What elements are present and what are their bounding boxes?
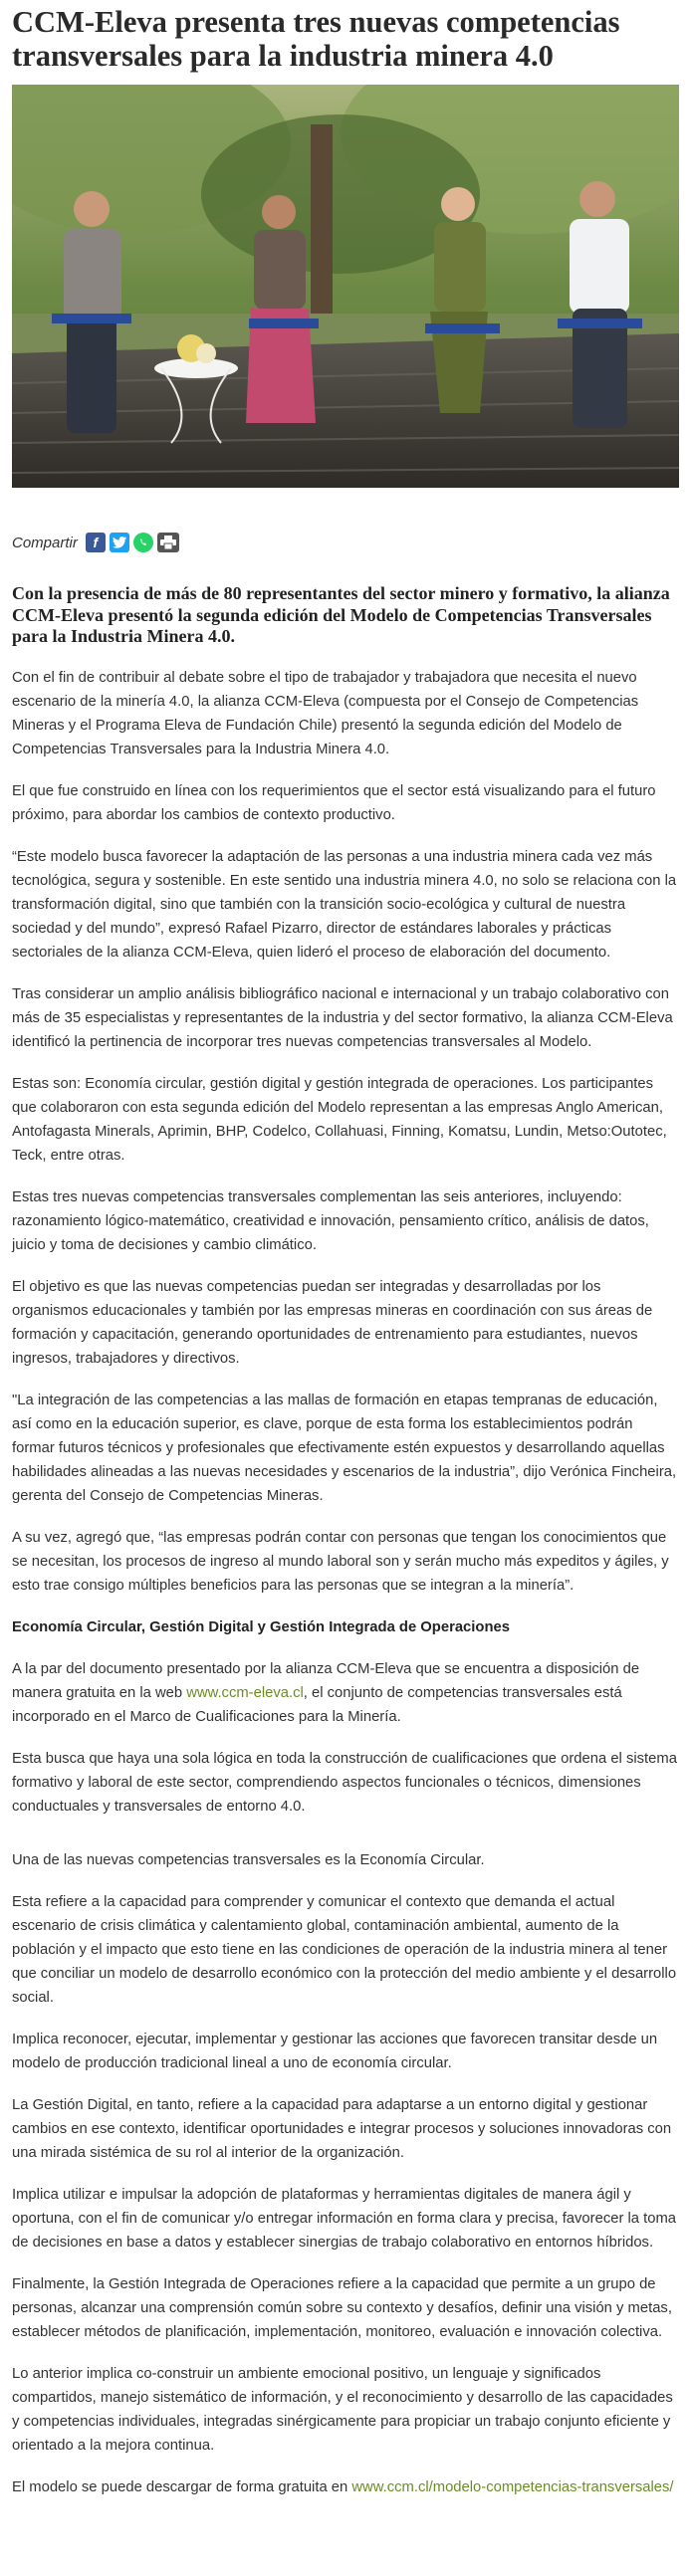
- paragraph: El objetivo es que las nuevas competencias puedan ser integradas y desarrolladas por los organismos educacionales y también por las empresas mineras en coordinación con sus áreas de formación y capacitación, generando oportunidades de entrenamiento para estudiantes, nuevos ingresos, trabajadores y directivos.: [12, 1278, 653, 1367]
- whatsapp-icon[interactable]: [133, 533, 153, 552]
- article-photo: [12, 85, 679, 488]
- article-title: CCM-Eleva presenta tres nuevas competencias transversales para la industria minera 4.0: [12, 5, 620, 73]
- model-download-link[interactable]: www.ccm.cl/modelo-competencias-transversales/: [351, 2478, 674, 2495]
- paragraph: "La integración de las competencias a las mallas de formación en etapas tempranas de educación, así como en la educación superior, es clave, porque de esta forma los establecimientos podrán formar futuros técnicos y profesionales que efectivamente estén expuestos y desarrollando aquellas habilidades alineadas a las nuevas necesidades y escenarios de la industria”, dijo Verónica Fincheira, gerenta del Consejo de Competencias Mineras.: [12, 1392, 677, 1504]
- paragraph-text: A la par del documento presentado por la alianza CCM-Eleva que se encuentra a disposición de manera gratuita en la web: [12, 1660, 640, 1701]
- article-lead: Con la presencia de más de 80 representantes del sector minero y formativo, la alianza CCM-Eleva presentó la segunda edición del Modelo de Competencias Transversales para la Industria Minera 4.0.: [12, 583, 670, 646]
- paragraph: A su vez, agregó que, “las empresas podrán contar con personas que tengan los conocimientos que se necesitan, los procesos de ingreso al mundo laboral son y serán mucho más expeditos y ágiles, y esto trae consigo múltiples beneficios para las personas que se integran a la minería”.: [12, 1529, 669, 1594]
- paragraph: Finalmente, la Gestión Integrada de Operaciones refiere a la capacidad que permite a un grupo de personas, alcanzar una comprensión común sobre su contexto y desafíos, definir una visión y metas, establecer métodos de planificación, implementación, monitoreo, evaluación e innovación colectiva.: [12, 2275, 672, 2340]
- paragraph: [12, 2475, 679, 2499]
- paragraph: El que fue construido en línea con los requerimientos que el sector está visualizando para el futuro próximo, para abordar los cambios de contexto productivo.: [12, 782, 656, 823]
- article-body: [12, 666, 679, 2499]
- paragraph: Lo anterior implica co-construir un ambiente emocional positivo, un lenguaje y significados compartidos, manejo sistemático de información, y el reconocimiento y desarrollo de las capacidades y competencias individuales, integradas sinérgicamente para propiciar un trabajo conjunto eficiente y orientado a la mejora continua.: [12, 2365, 673, 2454]
- ccm-eleva-link[interactable]: www.ccm-eleva.cl: [186, 1684, 304, 1701]
- section-subtitle: Economía Circular, Gestión Digital y Gestión Integrada de Operaciones: [12, 1618, 510, 1635]
- paragraph: Una de las nuevas competencias transversales es la Economía Circular.: [12, 1851, 485, 1868]
- paragraph: “Este modelo busca favorecer la adaptación de las personas a una industria minera cada vez más tecnológica, segura y sostenible. En este sentido una industria minera 4.0, no solo se relaciona con la transformación digital, sino que también con la transición socio-ecológica y cultural de nuestra sociedad y del mundo”, expresó Rafael Pizarro, director de estándares laborales y prácticas sectoriales de la alianza CCM-Eleva, quien lideró el proceso de elaboración del documento.: [12, 848, 677, 961]
- twitter-icon[interactable]: [110, 533, 129, 552]
- paragraph: Esta refiere a la capacidad para comprender y comunicar el contexto que demanda el actual escenario de crisis climática y calentamiento global, contaminación ambiental, aumento de la población y el impacto que esto tiene en las condiciones de operación de la industria minera al tener que conciliar un modelo de desarrollo económico con la protección del medio ambiente y el desarrollo social.: [12, 1893, 677, 2006]
- paragraph: Con el fin de contribuir al debate sobre el tipo de trabajador y trabajadora que necesita el nuevo escenario de la minería 4.0, la alianza CCM-Eleva (compuesta por el Consejo de Competencias Mineras y el Programa Eleva de Fundación Chile) presentó la segunda edición del Modelo de Competencias Transversales para la Industria Minera 4.0.: [12, 669, 639, 757]
- paragraph: Implica utilizar e impulsar la adopción de plataformas y herramientas digitales de manera ágil y oportuna, con el fin de comunicar y/o entregar información en forma clara y precisa, favorecer la toma de decisiones en base a datos y establecer sinergias de trabajo colaborativo en entornos híbridos.: [12, 2186, 677, 2251]
- paragraph: Esta busca que haya una sola lógica en toda la construcción de cualificaciones que ordena el sistema formativo y laboral de este sector, comprendiendo aspectos funcionales o técnicos, dimensiones conductuales y transversales de entorno 4.0.: [12, 1750, 677, 1815]
- paragraph: [12, 1657, 679, 1729]
- paragraph-text: , el conjunto de competencias transversales está incorporado en el Marco de Cualificaciones para la Minería.: [12, 1684, 622, 1725]
- paragraph: Estas tres nuevas competencias transversales complementan las seis anteriores, incluyendo: razonamiento lógico-matemático, creatividad e innovación, pensamiento crítico, análisis de datos, juicio y toma de decisiones y cambio climático.: [12, 1188, 649, 1253]
- paragraph: Estas son: Economía circular, gestión digital y gestión integrada de operaciones. Los participantes que colaboraron con esta segunda edición del Modelo representan a las empresas Anglo American, Antofagasta Minerals, Aprimin, BHP, Codelco, Collahuasi, Finning, Komatsu, Lundin, Metso:Outotec, Teck, entre otras.: [12, 1075, 667, 1164]
- share-bar: [12, 530, 679, 555]
- print-icon[interactable]: [157, 533, 179, 552]
- facebook-icon[interactable]: f: [86, 533, 106, 552]
- share-label: Compartir: [12, 534, 78, 551]
- paragraph-text: El modelo se puede descargar de forma gratuita en: [12, 2478, 352, 2495]
- paragraph: La Gestión Digital, en tanto, refiere a la capacidad para adaptarse a un entorno digital y gestionar cambios en ese contexto, identificar oportunidades e integrar procesos y soluciones innovadoras con una mirada sistémica de su rol al interior de la organización.: [12, 2096, 672, 2161]
- paragraph: Tras considerar un amplio análisis bibliográfico nacional e internacional y un trabajo colaborativo con más de 35 especialistas y representantes de la industria y del sector formativo, la alianza CCM-Eleva identificó la pertinencia de incorporar tres nuevas competencias transversales al Modelo.: [12, 985, 673, 1050]
- paragraph: Implica reconocer, ejecutar, implementar y gestionar las acciones que favorecen transitar desde un modelo de producción tradicional lineal a uno de economía circular.: [12, 2031, 658, 2071]
